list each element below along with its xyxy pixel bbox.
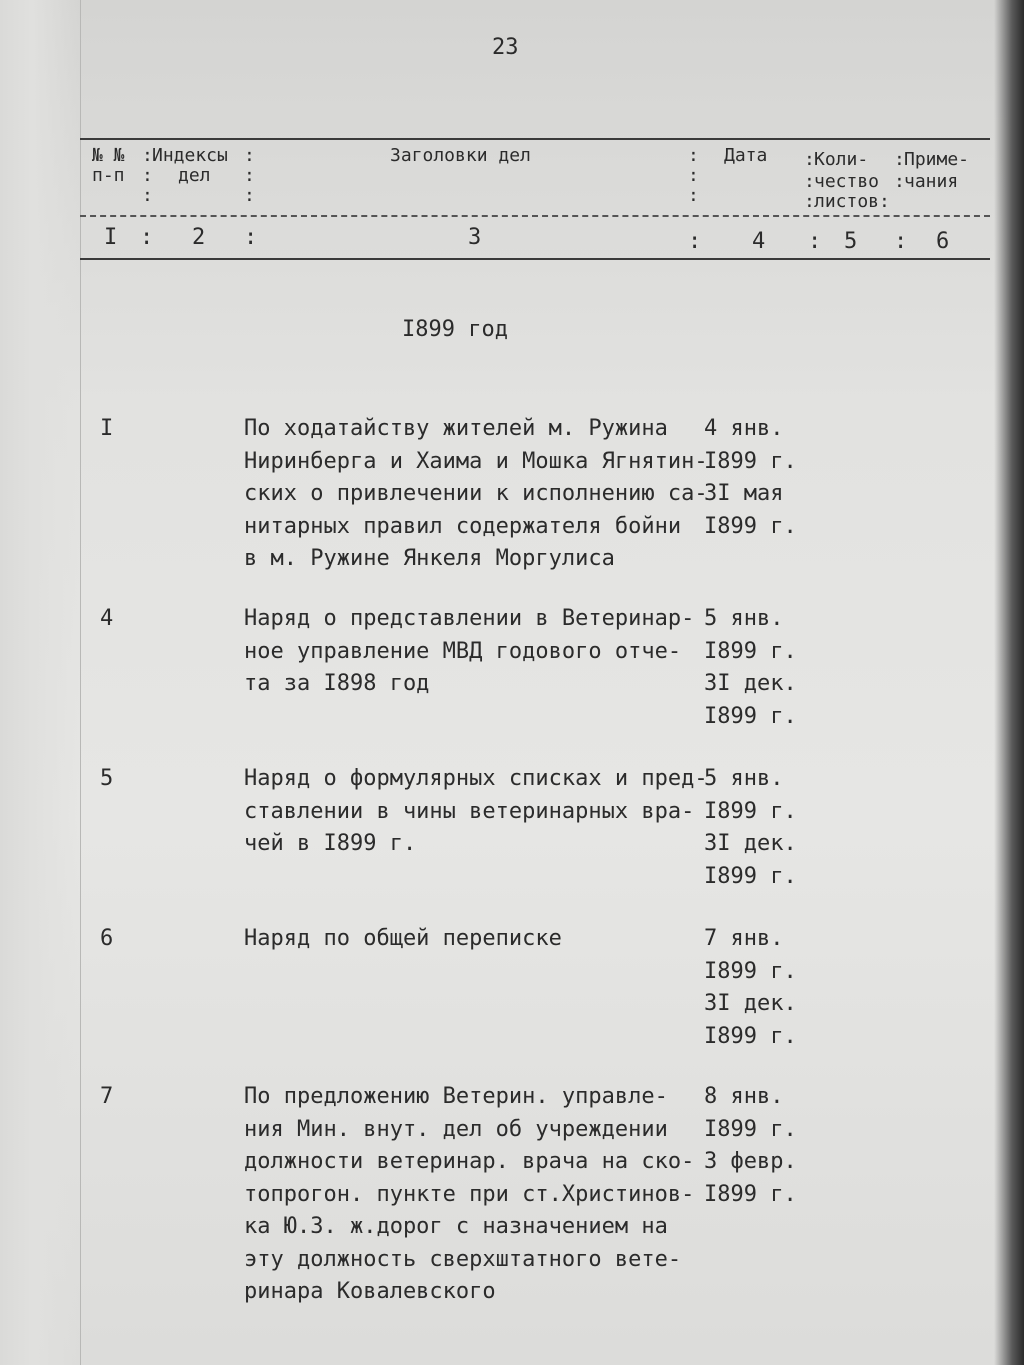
entry-date-line: 3 февр. bbox=[704, 1149, 797, 1174]
entry-number: 5 bbox=[100, 766, 114, 791]
entry-date-line: I899 г. bbox=[704, 1116, 797, 1142]
entry-number: 6 bbox=[100, 926, 114, 951]
entry-date-line: I899 г. bbox=[704, 513, 797, 539]
entry-date-line: 7 янв. bbox=[704, 926, 784, 951]
entry-date-line: I899 г. bbox=[704, 1181, 797, 1207]
entry-title-line: ставлении в чины ветеринарных вра- bbox=[244, 798, 695, 824]
entry-title-line: чей в I899 г. bbox=[244, 831, 417, 856]
entry-date-line: I899 г. bbox=[704, 1023, 797, 1049]
header-top-rule bbox=[80, 138, 990, 140]
entry-title-line: нитарных правил содержателя бойни bbox=[244, 513, 682, 539]
header-bottom-rule bbox=[80, 258, 990, 260]
entry-title-line: та за I898 год bbox=[244, 671, 430, 696]
entry-number: I bbox=[100, 416, 114, 441]
colnum-sep4: : bbox=[808, 229, 822, 254]
entry-title-line: эту должность сверхштатного вете- bbox=[244, 1246, 682, 1272]
entry-title-line: ских о привлечении к исполнению са- bbox=[244, 481, 708, 506]
entry-title-line: Наряд по общей переписке bbox=[244, 926, 562, 951]
entry-date-line: I899 г. bbox=[704, 448, 797, 474]
entry-date-line: 4 янв. bbox=[704, 416, 784, 441]
header-col1-line1: № № bbox=[92, 145, 125, 166]
header-col4: Дата bbox=[724, 145, 768, 166]
header-sep1b: : bbox=[142, 165, 153, 186]
colnum-5: 5 bbox=[844, 229, 858, 254]
entry-title-line: топрогон. пункте при ст.Христинов- bbox=[244, 1181, 695, 1207]
header-col3: Заголовки дел bbox=[390, 145, 531, 166]
entry-title-line: ное управление МВД годового отче- bbox=[244, 638, 682, 664]
entry-date-line: I899 г. bbox=[704, 863, 797, 889]
entry-date-line: I899 г. bbox=[704, 703, 797, 729]
header-sep2c: : bbox=[244, 185, 255, 206]
entry-date-line: I899 г. bbox=[704, 958, 797, 984]
colnum-1: I bbox=[104, 225, 118, 250]
header-sep4: : bbox=[804, 149, 815, 170]
entry-date-line: 3I дек. bbox=[704, 831, 797, 856]
colnum-sep5: : bbox=[894, 229, 908, 254]
header-sep2: : bbox=[244, 145, 255, 166]
header-sep2b: : bbox=[244, 165, 255, 186]
entry-title-line: ринара Ковалевского bbox=[244, 1279, 496, 1304]
header-mid-rule bbox=[80, 215, 990, 217]
colnum-sep2: : bbox=[244, 225, 258, 250]
entry-date-line: 3I дек. bbox=[704, 991, 797, 1016]
colnum-4: 4 bbox=[752, 229, 766, 254]
colnum-3: 3 bbox=[468, 225, 482, 250]
header-col5-line1: Коли- bbox=[814, 149, 869, 170]
entry-title-line: По предложению Ветерин. управле- bbox=[244, 1084, 668, 1109]
entry-date-line: 3I мая bbox=[704, 481, 784, 506]
header-col6-line2: чания bbox=[904, 171, 959, 192]
colnum-sep3: : bbox=[688, 229, 702, 254]
colnum-sep1: : bbox=[140, 225, 154, 250]
colnum-2: 2 bbox=[192, 225, 206, 250]
header-col5-line2: чество bbox=[814, 171, 880, 192]
entry-date-line: 3I дек. bbox=[704, 671, 797, 696]
header-col5-line3: листов: bbox=[814, 191, 890, 212]
colnum-6: 6 bbox=[936, 229, 950, 254]
header-sep3: : bbox=[688, 145, 699, 166]
header-col2-line1: Индексы bbox=[152, 145, 228, 166]
page-left-edge bbox=[0, 0, 81, 1365]
entry-title-line: Ниринберга и Хаима и Мошка Ягнятин- bbox=[244, 448, 708, 474]
page-right-edge bbox=[994, 0, 1024, 1365]
year-heading: I899 год bbox=[402, 317, 508, 342]
entry-number: 4 bbox=[100, 606, 114, 631]
entry-title-line: Наряд о формулярных списках и пред- bbox=[244, 766, 708, 791]
entry-date-line: 8 янв. bbox=[704, 1084, 784, 1109]
header-sep1: : bbox=[142, 145, 153, 166]
entry-date-line: 5 янв. bbox=[704, 766, 784, 791]
entry-number: 7 bbox=[100, 1084, 114, 1109]
header-sep5: : bbox=[894, 149, 905, 170]
entry-date-line: I899 г. bbox=[704, 638, 797, 664]
header-col6-line1: Приме- bbox=[904, 149, 970, 170]
entry-title-line: в м. Ружине Янкеля Моргулиса bbox=[244, 546, 615, 571]
entry-title-line: Наряд о представлении в Ветеринар- bbox=[244, 606, 695, 631]
entry-title-line: ния Мин. внут. дел об учреждении bbox=[244, 1116, 668, 1142]
entry-title-line: должности ветеринар. врача на ско- bbox=[244, 1149, 695, 1174]
entry-date-line: I899 г. bbox=[704, 798, 797, 824]
header-sep1c: : bbox=[142, 185, 153, 206]
header-sep3b: : bbox=[688, 165, 699, 186]
entry-date-line: 5 янв. bbox=[704, 606, 784, 631]
page-number: 23 bbox=[492, 35, 519, 60]
header-col2-line2: дел bbox=[178, 165, 211, 186]
header-sep3c: : bbox=[688, 185, 699, 206]
header-col1-line2: п-п bbox=[92, 165, 125, 186]
header-sep4b: : bbox=[804, 171, 815, 192]
entry-title-line: ка Ю.З. ж.дорог с назначением на bbox=[244, 1214, 668, 1239]
header-sep5b: : bbox=[894, 171, 905, 192]
header-sep4c: : bbox=[804, 191, 815, 212]
entry-title-line: По ходатайству жителей м. Ружина bbox=[244, 416, 668, 441]
